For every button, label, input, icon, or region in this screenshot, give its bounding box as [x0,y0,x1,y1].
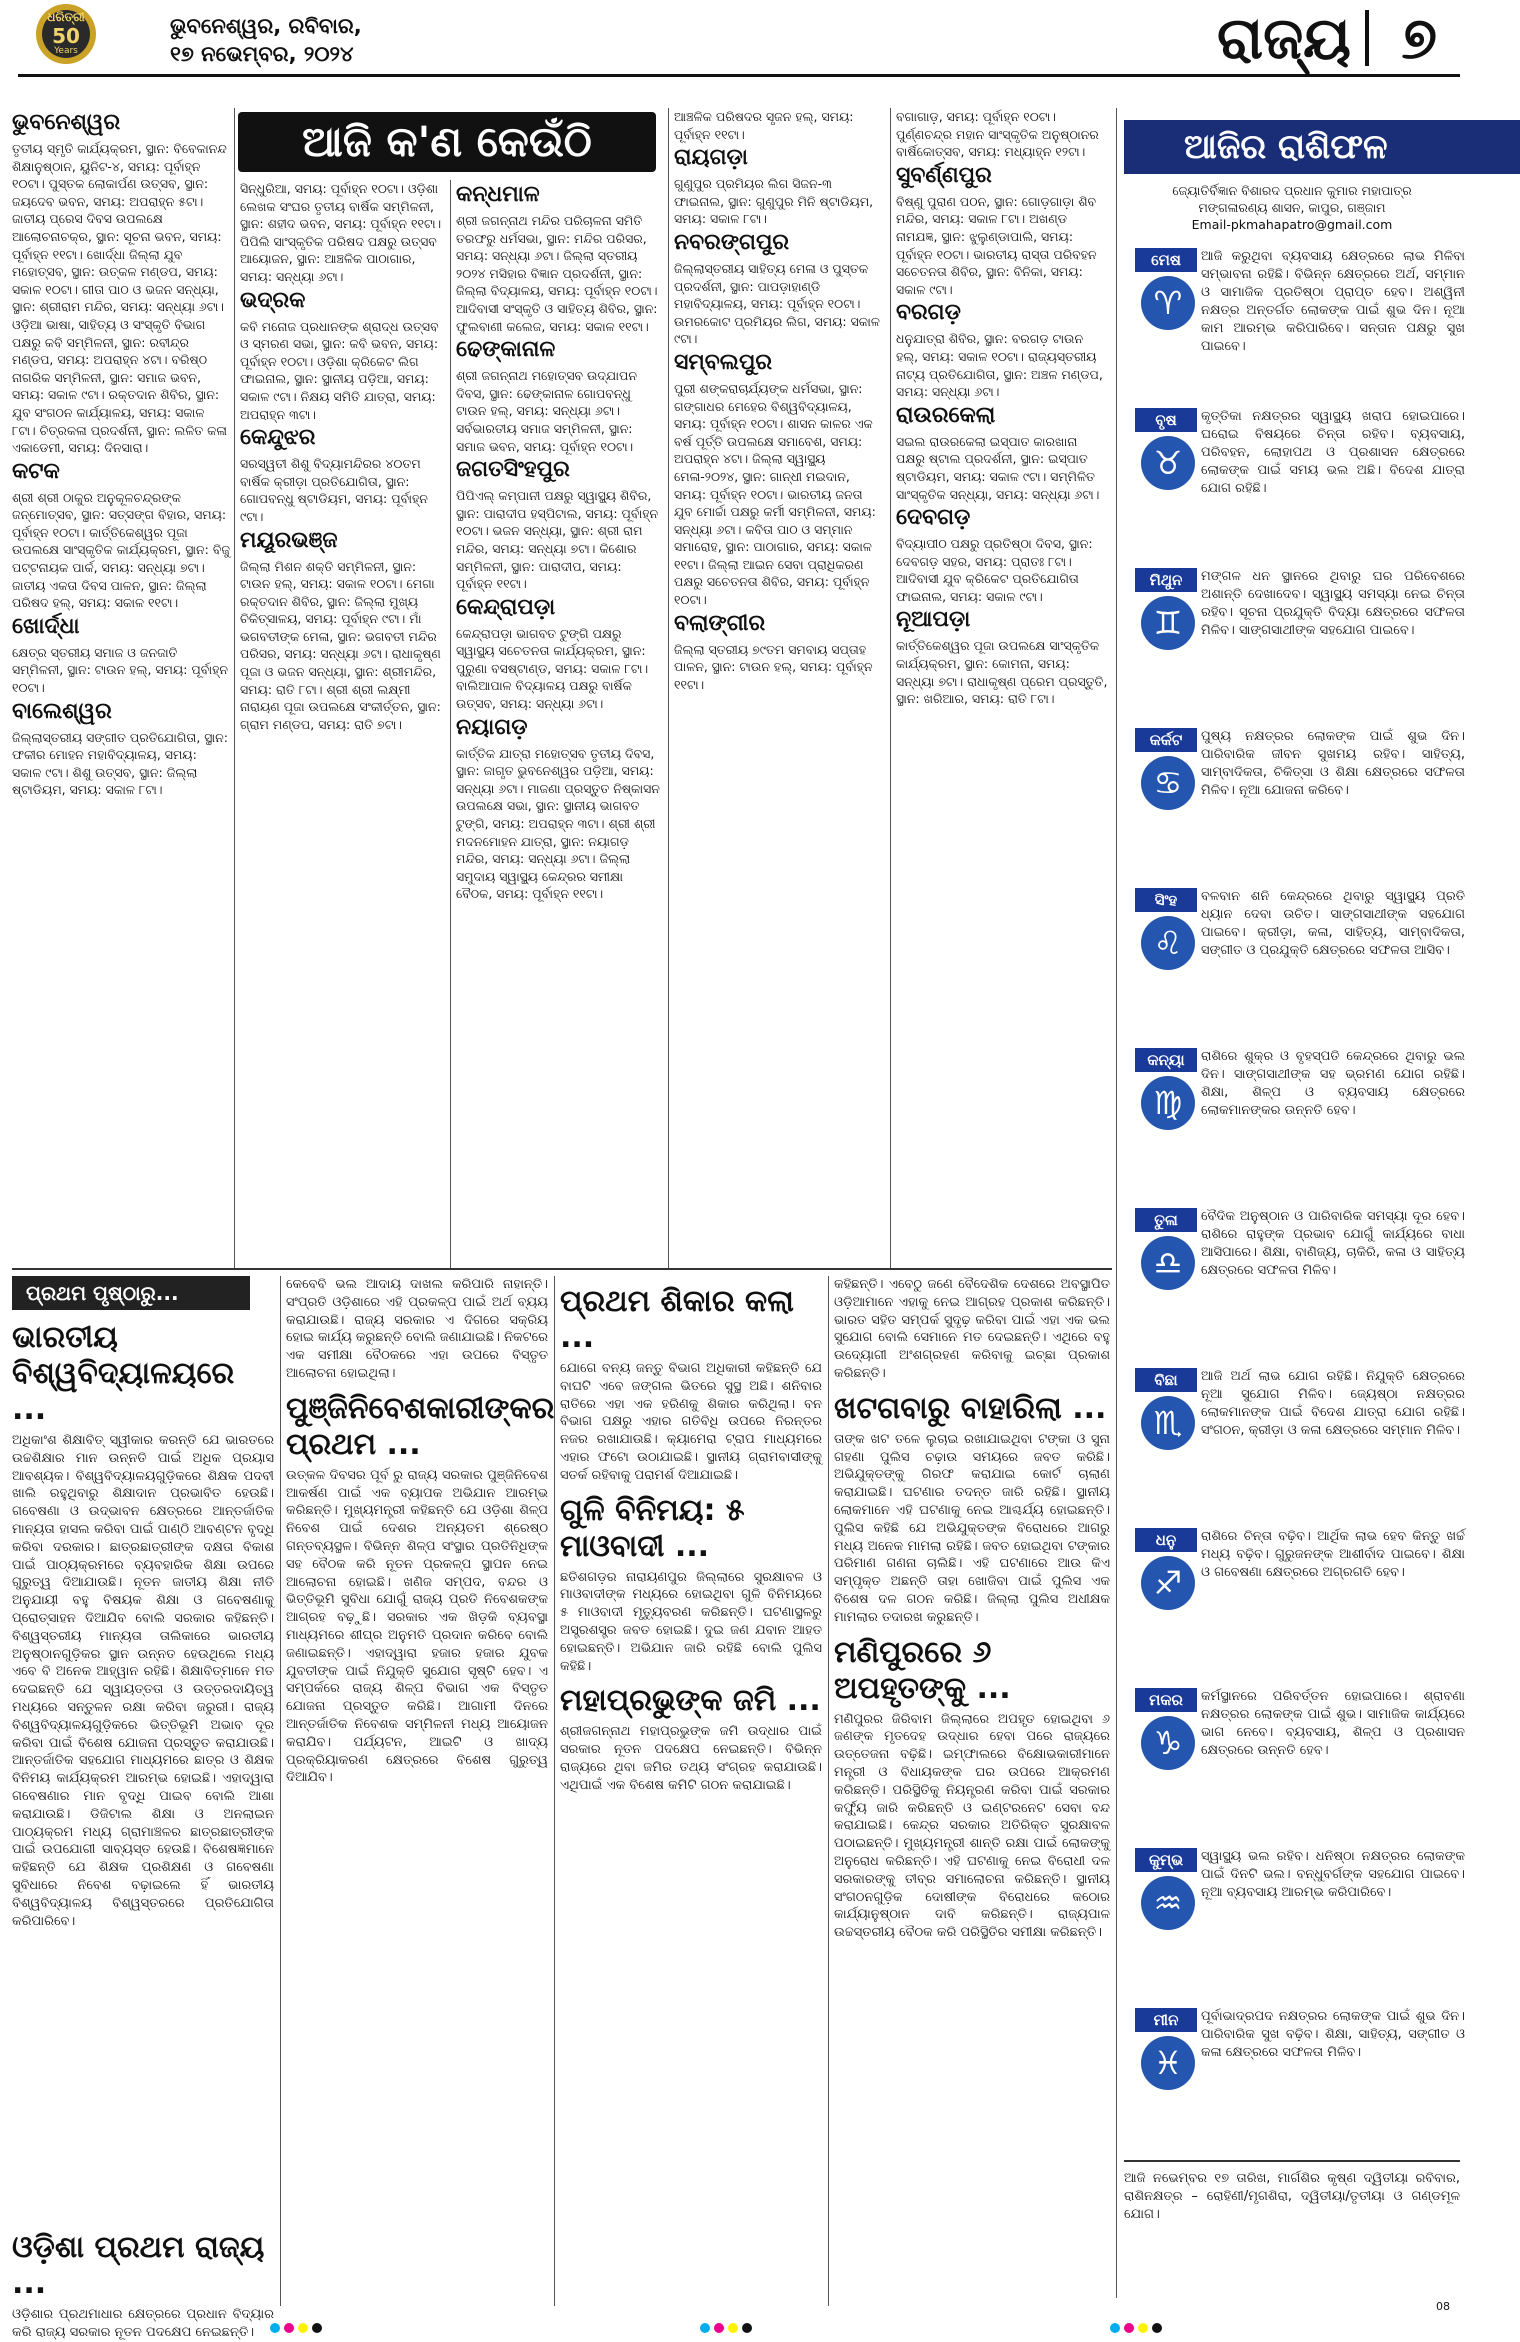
district-events: କବି ମନୋଜ ପ୍ରଧାନଙ୍କ ଶ୍ରାଦ୍ଧ ଉତ୍ସବ ଓ ସ୍ମରଣ ସଭା, ସ୍ଥାନ: କବି ଭବନ, ସମୟ: ପୂର୍ବାହ୍ନ ୧୦ଟା। ଓଡ଼ିଶା କ୍ରିକେଟ ଲିଗ ଫାଇନାଲ, ସ୍ଥାନ: ସ୍ଥାନୀୟ ପଡ଼ିଆ, ସମୟ: ସକାଳ ୯ଟା। ନିକ୍ଷୟ ସମିତି ଯାତ୍ରା, ସମୟ: ଅପରାହ୍ନ ୩ଟା। [240,318,439,422]
district-events: ପୁରୀ ଶଙ୍କରାଚାର୍ଯ୍ୟଙ୍କ ଧର୍ମସଭା, ସ୍ଥାନ: ଗଙ୍ଗାଧର ମେହେର ବିଶ୍ୱବିଦ୍ୟାଳୟ, ସମୟ: ପୂର୍ବାହ୍ନ ୧୦ଟା। ଶାସନ କାଳର ଏକ ବର୍ଷ ପୂର୍ତ୍ତି ଉପଲକ୍ଷେ ସମାବେଶ, ସମୟ: ଅପରାହ୍ନ ୪ଟା। ଜିଲ୍ଲା ସ୍ୱାସ୍ଥ୍ୟ ମେଳା-୨୦୨୪, ସ୍ଥାନ: ଗାନ୍ଧୀ ମଇଦାନ, ସମୟ: ପୂର୍ବାହ୍ନ ୧୦ଟା। ଭାରତୀୟ ଜନତା ଯୁବ ମୋର୍ଚ୍ଚା ପକ୍ଷରୁ କର୍ମୀ ସମ୍ମିଳନୀ, ସମୟ: ସନ୍ଧ୍ୟା ୬ଟା। କବିତା ପାଠ ଓ ସମ୍ମାନ ସମାରୋହ, ସ୍ଥାନ: ପାଠାଗାର, ସମୟ: ସକାଳ ୧୧ଟା। ଜିଲ୍ଲା ଆଇନ ସେବା ପ୍ରାଧିକରଣ ପକ୍ଷରୁ ସଚେତନତା ଶିବିର, ସମୟ: ପୂର୍ବାହ୍ନ ୧୦ଟା। [674,380,876,608]
district-heading: ରାୟଗଡ଼ା [674,145,748,171]
district-events: ଧନୁଯାତ୍ରା ଶିବିର, ସ୍ଥାନ: ବରଗଡ଼ ଟାଉନ ହଲ୍, ସମୟ: ସକାଳ ୧୦ଟା। ରାଜ୍ୟସ୍ତରୀୟ ନାଟ୍ୟ ପ୍ରତିଯୋଗିତା, ସ୍ଥାନ: ଅଞ୍ଚଳ ମଣ୍ଡପ, ସମୟ: ସନ୍ଧ୍ୟା ୬ଟା। [896,331,1103,400]
sign-prediction: ବଳବାନ ଶନି କେନ୍ଦ୍ରରେ ଥିବାରୁ ସ୍ୱାସ୍ଥ୍ୟ ପ୍ରତି ଧ୍ୟାନ ଦେବା ଉଚିତ। ସାଙ୍ଗସାଥୀଙ୍କ ସହଯୋଗ ପାଇବେ। କ୍ରୀଡ଼ା, କଳା, ସାହିତ୍ୟ, ସାମ୍ବାଦିକତା, ସଙ୍ଗୀତ ଓ ପ୍ରଯୁକ୍ତି କ୍ଷେତ୍ରରେ ସଫଳତା ଆସିବ। [1201,889,1465,958]
district-heading: ରାଉରକେଲା [896,402,996,428]
district-heading: ନୂଆପଡ଼ା [896,607,971,633]
listing-block [896,505,1108,605]
section-rule [12,1268,1112,1270]
gemini-icon: ♊ [1141,596,1195,650]
district-events: ଶ୍ରୀ ଶ୍ରୀ ଠାକୁର ଅନୁକୂଳଚନ୍ଦ୍ରଙ୍କ ଜନ୍ମୋତ୍ସବ, ସ୍ଥାନ: ସତ୍ସଙ୍ଗ ବିହାର, ସମୟ: ପୂର୍ବାହ୍ନ ୧୦ଟା। କାର୍ତ୍ତିକେଶ୍ୱର ପୂଜା ଉପଲକ୍ଷେ ସାଂସ୍କୃତିକ କାର୍ଯ୍ୟକ୍ରମ, ସ୍ଥାନ: ବିଜୁ ପଟ୍ଟନାୟକ ପାର୍କ, ସମୟ: ସନ୍ଧ୍ୟା ୭ଟା। ଜାତୀୟ ଏକତା ଦିବସ ପାଳନ, ସ୍ଥାନ: ଜିଲ୍ଲା ପରିଷଦ ହଲ୍, ସମୟ: ସକାଳ ୧୧ଟା। [12,489,230,611]
sign-name: କର୍କଟ [1135,728,1197,752]
district-events: କାର୍ତ୍ତିକ ଯାତ୍ରା ମହୋତ୍ସବ ତୃତୀୟ ଦିବସ, ସ୍ଥାନ: ଜାଗୃତ ଭୁବନେଶ୍ୱର ପଡ଼ିଆ, ସମୟ: ସନ୍ଧ୍ୟା ୬ଟା। ମାଜଣା ପ୍ରସ୍ତୁତ ନିଷ୍କାସନ ଉପଲକ୍ଷେ ସଭା, ସ୍ଥାନ: ସ୍ଥାନୀୟ ଭାଗବତ ଟୁଙ୍ଗି, ସମୟ: ଅପରାହ୍ନ ୩ଟା। ଶ୍ରୀ ଶ୍ରୀ ମଦନମୋହନ ଯାତ୍ରା, ସ୍ଥାନ: ନୟାଗଡ଼ ମନ୍ଦିର, ସମୟ: ସନ୍ଧ୍ୟା ୬ଟା। ଜିଲ୍ଲା ସମୁଦାୟ ସ୍ୱାସ୍ଥ୍ୟ କେନ୍ଦ୍ରର ସମୀକ୍ଷା ବୈଠକ, ସମୟ: ପୂର୍ବାହ୍ନ ୧୧ଟା। [456,745,660,902]
column-divider [554,1276,555,2306]
horoscope-sign [1135,1848,1465,1988]
sagittarius-icon: ♐ [1141,1556,1195,1610]
story-odisha-first [12,2222,274,2340]
story-headline: ଖଟଗବାରୁ ବାହାରିଲା ... [834,1390,1107,1426]
sign-name: ତୁଳା [1135,1208,1197,1232]
story-body: କେବେବି ଭଲ ଆଦାୟ ଦାଖଲ କରିପାରି ନାହାନ୍ତି। ସଂପ୍ରତି ଓଡ଼ିଶାରେ ଏହି ପ୍ରକଳ୍ପ ପାଇଁ ଅର୍ଥ ବ୍ୟୟ କରାଯାଉଛି। ରାଜ୍ୟ ସରକାର ଏ ଦିଗରେ ସକ୍ରିୟ ହୋଇ କାର୍ଯ୍ୟ କରୁଛନ୍ତି ବୋଲି ଜଣାଯାଇଛି। ନିକଟରେ ଏକ ସମୀକ୍ଷା ବୈଠକରେ ଏହା ଉପରେ ବିସ୍ତୃତ ଆଲୋଚନା ହୋଇଥିଲା। [286,1277,549,1381]
horoscope-sign [1135,408,1465,548]
sign-name: ମେଷ [1135,248,1197,272]
aries-icon: ♈ [1141,276,1195,330]
listing-block [674,108,884,143]
district-events: ବିଦ୍ୟାପୀଠ ପକ୍ଷରୁ ପ୍ରତିଷ୍ଠା ଦିବସ, ସ୍ଥାନ: ଦେବଗଡ଼ ସହର, ସମୟ: ପ୍ରାତଃ ୮ଟା। ଆଦିବାସୀ ଯୁବ କ୍ରିକେଟ ପ୍ରତିଯୋଗିତା ଫାଇନାଲ, ସମୟ: ସକାଳ ୯ଟା। [896,536,1093,604]
district-events: ତୃତୀୟ ସ୍ମୃତି କାର୍ଯ୍ୟକ୍ରମ, ସ୍ଥାନ: ବିବେକାନନ୍ଦ ଶିକ୍ଷାନୁଷ୍ଠାନ, ୟୁନିଟ-୪, ସମୟ: ପୂର୍ବାହ୍ନ ୧୦ଟା। ପୁସ୍ତକ ଲୋକାର୍ପଣ ଉତ୍ସବ, ସ୍ଥାନ: ଜୟଦେବ ଭବନ, ସମୟ: ଅପରାହ୍ନ ୫ଟା। ଜାତୀୟ ପ୍ରେସ ଦିବସ ଉପଲକ୍ଷେ ଆଲୋଚନାଚକ୍ର, ସ୍ଥାନ: ସୂଚନା ଭବନ, ସମୟ: ପୂର୍ବାହ୍ନ ୧୧ଟା। ଖୋର୍ଦ୍ଧା ଜିଲ୍ଲା ଯୁବ ମହୋତ୍ସବ, ସ୍ଥାନ: ଉତ୍କଳ ମଣ୍ଡପ, ସମୟ: ସକାଳ ୧୦ଟା। ଗୀତା ପାଠ ଓ ଭଜନ ସନ୍ଧ୍ୟା, ସ୍ଥାନ: ଶ୍ରୀରାମ ମନ୍ଦିର, ସମୟ: ସନ୍ଧ୍ୟା ୬ଟା। ଓଡ଼ିଆ ଭାଷା, ସାହିତ୍ୟ ଓ ସଂସ୍କୃତି ବିଭାଗ ପକ୍ଷରୁ କବି ସମ୍ମିଳନୀ, ସ୍ଥାନ: ରବୀନ୍ଦ୍ର ମଣ୍ଡପ, ସମୟ: ଅପରାହ୍ନ ୪ଟା। ବରିଷ୍ଠ ନାଗରିକ ସମ୍ମିଳନୀ, ସ୍ଥାନ: ସମାଜ ଭବନ, ସମୟ: ସକାଳ ୯ଟା। ରକ୍ତଦାନ ଶିବିର, ସ୍ଥାନ: ଯୁବ ସଂଗଠନ କାର୍ଯ୍ୟାଳୟ, ସମୟ: ସକାଳ ୮ଟା। ଚିତ୍ରକଳା ପ୍ରଦର୍ଶନୀ, ସ୍ଥାନ: ଲଳିତ କଳା ଏକାଡେମୀ, ସମୟ: ଦିନସାରା। [12,141,227,456]
story-body: ଓଡ଼ିଶାର ପ୍ରଥମାଧାର କ୍ଷେତ୍ରରେ ପ୍ରଧାନ ବିଦ୍ୟାର କରି ରାଜ୍ୟ ସରକାର ନୂତନ ପଦକ୍ଷେପ ନେଇଛନ୍ତି। [12,2307,274,2340]
story-body: ତାଙ୍କ ଖଟ ତଳେ ଲୁଚାଇ ରଖାଯାଇଥିବା ଟଙ୍କା ଓ ସୁନା ଗହଣା ପୁଲିସ ଚଢ଼ାଉ ସମୟରେ ଜବତ କରିଛି। ଅଭିଯୁକ୍ତଙ୍କୁ ଗିରଫ କରାଯାଇ କୋର୍ଟ ଚାଲାଣ କରାଯାଇଛି। ଘଟଣାର ତଦନ୍ତ ଜାରି ରହିଛି। ସ୍ଥାନୀୟ ଲୋକମାନେ ଏହି ଘଟଣାକୁ ନେଇ ଆଶ୍ଚର୍ଯ୍ୟ ହୋଇଛନ୍ତି। ପୁଲିସ କହିଛି ଯେ ଅଭିଯୁକ୍ତଙ୍କ ବିରୋଧରେ ଆଗରୁ ମଧ୍ୟ ଅନେକ ମାମଲା ରହିଛି। ଜବତ ହୋଇଥିବା ଟଙ୍କାର ପରିମାଣ ଗଣନା ଚାଲିଛି। ଏହି ଘଟଣାରେ ଆଉ କିଏ ସମ୍ପୃକ୍ତ ଅଛନ୍ତି ତାହା ଖୋଜିବା ପାଇଁ ପୁଲିସ ଏକ ବିଶେଷ ଦଳ ଗଠନ କରିଛି। ଜିଲ୍ଲା ପୁଲିସ ଅଧୀକ୍ଷକ ମାମଲାର ତଦାରଖ କରୁଛନ୍ତି। [834,1431,1110,1625]
column-divider [1116,108,1117,2298]
listing-block [896,607,1108,707]
district-events: ପିପିଏଲ୍ କମ୍ପାନୀ ପକ୍ଷରୁ ସ୍ୱାସ୍ଥ୍ୟ ଶିବିର, ସ୍ଥାନ: ପାରାଦୀପ ହସ୍ପିଟାଲ, ସମୟ: ପୂର୍ବାହ୍ନ ୧୦ଟା। ଭଜନ ସନ୍ଧ୍ୟା, ସ୍ଥାନ: ଶ୍ରୀ ରାମ ମନ୍ଦିର, ସମୟ: ସନ୍ଧ୍ୟା ୭ଟା। କିଶୋର ସମ୍ମିଳନୀ, ସ୍ଥାନ: ପାରାଦୀପ, ସମୟ: ପୂର୍ବାହ୍ନ ୧୧ଟା। [456,488,659,592]
sign-prediction: କୃତ୍ତିକା ନକ୍ଷତ୍ରର ସ୍ୱାସ୍ଥ୍ୟ ଖରାପ ହୋଇପାରେ। ଘରୋଇ ବିଷୟରେ ଚିନ୍ତା ରହିବ। ବ୍ୟବସାୟ, ପରିବହନ, ଲୋହାପଥ ଓ ପ୍ରଶାସନ କ୍ଷେତ୍ରରେ ଲୋକଙ୍କ ପାଇଁ ସମୟ ଭଲ ଅଛି। ବିଦେଶ ଯାତ୍ରା ଯୋଗ ରହିଛି। [1201,409,1465,496]
logo-name: ଧରିତ୍ରୀ [47,10,85,24]
sign-name: ମିଥୁନ [1135,568,1197,592]
column-divider [668,108,669,1268]
taurus-icon: ♉ [1141,436,1195,490]
story-hunt-maoists [560,1276,822,2306]
horoscope-sign [1135,568,1465,708]
district-events: ଗୁଣୁପୁର ପ୍ରମିୟର ଲିଗ ସିଜନ-୩ ଫାଇନାଲ, ସ୍ଥାନ: ଗୁଣୁପୁର ମିନି ଷ୍ଟାଡିୟମ, ସମୟ: ସକାଳ ୮ଟା। [674,176,874,227]
listing-block [240,425,446,525]
district-heading: ସୁବର୍ଣ୍ଣପୁର [896,162,992,188]
leo-icon: ♌ [1141,916,1195,970]
astrologer-name: ଜ୍ୟୋତିର୍ବିଜ୍ଞାନ ବିଶାରଦ ପ୍ରଧାନ କୁମାର ମହାପାତ୍ର [1172,183,1412,198]
pisces-icon: ♓ [1141,2036,1195,2090]
district-events: ବଗାଗାଡ଼, ସମୟ: ପୂର୍ବାହ୍ନ ୧୦ଟା। ପୁର୍ଣ୍ଣଚନ୍ଦ୍ର ମହାନ ସାଂସ୍କୃତିକ ଅନୁଷ୍ଠାନର ବାର୍ଷିକୋତ୍ସବ, ସମୟ: ମଧ୍ୟାହ୍ନ ୧୨ଟା। [896,109,1099,160]
horoscope-sign [1135,1528,1465,1668]
listing-block [896,108,1108,161]
district-heading: ବଲାଙ୍ଗୀର [674,610,766,636]
virgo-icon: ♍ [1141,1076,1195,1130]
masthead-divider [1365,10,1369,66]
district-heading: ଦେବଗଡ଼ [896,505,971,531]
district-events: ଜିଲ୍ଲାସ୍ତରୀୟ ସାହିତ୍ୟ ମେଳା ଓ ପୁସ୍ତକ ପ୍ରଦର୍ଶନୀ, ସ୍ଥାନ: ପାପଡ଼ାହାଣ୍ଡି ମହାବିଦ୍ୟାଳୟ, ସମୟ: ପୂର୍ବାହ୍ନ ୧୦ଟା। ଉମରକୋଟ ପ୍ରମିୟର ଲିଗ, ସମୟ: ସକାଳ ୯ଟା। [674,260,880,347]
panchanga: ଆଜି ନଭେମ୍ବର ୧୭ ତାରିଖ, ମାର୍ଗଶିର କୃଷ୍ଣ ଦ୍ୱିତୀୟା ରବିବାର, ରାଶିନକ୍ଷତ୍ର – ରୋହିଣୀ/ମୃଗଶିରା, ଦ୍ୱିତୀୟା/ତୃତୀୟା ଓ ଗଣ୍ଡମୂଳ ଯୋଗ। [1124,2171,1460,2222]
district-heading: କେନ୍ଦ୍ରାପଡ଼ା [456,594,556,620]
district-heading: ଭଦ୍ରକ [240,287,306,313]
horoscope-byline [1124,182,1460,233]
story-body: ଉତ୍କଳ ଦିବସର ପୂର୍ବ ରୁ ରାଜ୍ୟ ସରକାର ପୁଞ୍ଜିନିବେଶ ଆକର୍ଷଣ ପାଇଁ ଏକ ବ୍ୟାପକ ଅଭିଯାନ ଆରମ୍ଭ କରିଛନ୍ତି। ମୁଖ୍ୟମନ୍ତ୍ରୀ କହିଛନ୍ତି ଯେ ଓଡ଼ିଶା ଶିଳ୍ପ ନିବେଶ ପାଇଁ ଦେଶର ଅନ୍ୟତମ ଶ୍ରେଷ୍ଠ ଗନ୍ତବ୍ୟସ୍ଥଳ। ବିଭିନ୍ନ ଶିଳ୍ପ ସଂସ୍ଥାର ପ୍ରତିନିଧିଙ୍କ ସହ ବୈଠକ କରି ନୂତନ ପ୍ରକଳ୍ପ ସ୍ଥାପନ ନେଇ ଆଲୋଚନା ହୋଇଛି। ଖଣିଜ ସମ୍ପଦ, ବନ୍ଦର ଓ ଭିତ୍ତିଭୂମି ସୁବିଧା ଯୋଗୁଁ ରାଜ୍ୟ ପ୍ରତି ନିବେଶକଙ୍କ ଆଗ୍ରହ ବଢ଼ୁଛି। ସରକାର ଏକ ଖିଡ଼କି ବ୍ୟବସ୍ଥା ମାଧ୍ୟମରେ ଶୀଘ୍ର ଅନୁମତି ପ୍ରଦାନ କରିବେ ବୋଲି ଜଣାଇଛନ୍ତି। ଏହାଦ୍ୱାରା ହଜାର ହଜାର ଯୁବକ ଯୁବତୀଙ୍କ ପାଇଁ ନିଯୁକ୍ତି ସୁଯୋଗ ସୃଷ୍ଟି ହେବ। ଏ ସମ୍ପର୍କରେ ରାଜ୍ୟ ଶିଳ୍ପ ବିଭାଗ ଏକ ବିସ୍ତୃତ ଯୋଜନା ପ୍ରସ୍ତୁତ କରିଛି। ଆଗାମୀ ଦିନରେ ଆନ୍ତର୍ଜାତିକ ନିବେଶକ ସମ୍ମିଳନୀ ମଧ୍ୟ ଆୟୋଜନ କରାଯିବ। ପର୍ଯ୍ୟଟନ, ଆଇଟି ଓ ଖାଦ୍ୟ ପ୍ରକ୍ରିୟାକରଣ କ୍ଷେତ୍ରରେ ବିଶେଷ ଗୁରୁତ୍ୱ ଦିଆଯିବ। [286,1467,548,1786]
district-heading: ଢେଙ୍କାନାଳ [456,337,556,363]
section-title: ରାଜ୍ୟ [1216,4,1351,72]
listing-block [240,528,446,734]
print-registration-marks [270,2318,326,2330]
district-events: ଶ୍ରୀ ଜଗନ୍ନାଥ ମନ୍ଦିର ପରିଚାଳନା ସମିତି ତରଫରୁ ଧର୍ମସଭା, ସ୍ଥାନ: ମନ୍ଦିର ପରିସର, ସମୟ: ସନ୍ଧ୍ୟା ୬ଟା। ଜିଲ୍ଲା ସ୍ତରୀୟ ୨୦୨୪ ମସିହାର ବିଜ୍ଞାନ ପ୍ରଦର୍ଶନୀ, ସ୍ଥାନ: ଜିଲ୍ଲା ବିଦ୍ୟାଳୟ, ସମୟ: ପୂର୍ବାହ୍ନ ୧୦ଟା। ଆଦିବାସୀ ସଂସ୍କୃତି ଓ ସାହିତ୍ୟ ଶିବିର, ସ୍ଥାନ: ଫୁଲବାଣୀ କଲେଜ, ସମୟ: ସକାଳ ୧୧ଟା। [456,213,658,334]
story-headline: ଓଡ଼ିଶା ପ୍ରଥମ ରାଜ୍ୟ ... [12,2230,265,2301]
sign-name: ବିଛା [1135,1368,1197,1392]
sign-name: ମକର [1135,1688,1197,1712]
page-number: ୭ [1401,4,1437,72]
sign-name: ବୃଷ [1135,408,1197,432]
story-body: ଛତିଶଗଡ଼ର ନାରାୟଣପୁର ଜିଲ୍ଲାରେ ସୁରକ୍ଷାବଳ ଓ ମାଓବାଦୀଙ୍କ ମଧ୍ୟରେ ହୋଇଥିବା ଗୁଳି ବିନିମୟରେ ୫ ମାଓବାଦୀ ମୃତ୍ୟୁବରଣ କରିଛନ୍ତି। ଘଟଣାସ୍ଥଳରୁ ଅସ୍ତ୍ରଶସ୍ତ୍ର ଜବତ ହୋଇଛି। ଦୁଇ ଜଣ ଯବାନ ଆହତ ହୋଇଛନ୍ତି। ଅଭିଯାନ ଜାରି ରହିଛି ବୋଲି ପୁଲିସ କହିଛି। [560,1569,822,1674]
district-events: କ୍ଷେତ୍ର ସ୍ତରୀୟ ସମାଜ ଓ ଜନଜାତି ସମ୍ମିଳନୀ, ସ୍ଥାନ: ଟାଉନ ହଲ୍, ସମୟ: ପୂର୍ବାହ୍ନ ୧୦ଟା। [12,644,229,696]
sign-prediction: ବୈଦିକ ଅନୁଷ୍ଠାନ ଓ ପାରିବାରିକ ସମସ୍ୟା ଦୂର ହେବ। ରାଶିରେ ରାହୁଙ୍କ ପ୍ରଭାବ ଯୋଗୁଁ କାର୍ଯ୍ୟରେ ବାଧା ଆସିପାରେ। ଶିକ୍ଷା, ବାଣିଜ୍ୟ, ଚାକିରି, କଳା ଓ ସାହିତ୍ୟ କ୍ଷେତ୍ରରେ ସଫଳତା ମିଳିବ। [1201,1209,1465,1278]
column-divider [280,1276,281,2306]
horoscope-sign [1135,1368,1465,1508]
sign-name: ଧନୁ [1135,1528,1197,1552]
story-body: ଅଧିକାଂଶ ଶିକ୍ଷାବିତ୍ ସ୍ୱୀକାର କରନ୍ତି ଯେ ଭାରତରେ ଉଚ୍ଚଶିକ୍ଷାର ମାନ ଉନ୍ନତି ପାଇଁ ଅଧିକ ପ୍ରୟାସ ଆବଶ୍ୟକ। ବିଶ୍ୱବିଦ୍ୟାଳୟଗୁଡ଼ିକରେ ଶିକ୍ଷକ ପଦବୀ ଖାଲି ରହୁଥିବାରୁ ଶିକ୍ଷାଦାନ ପ୍ରଭାବିତ ହେଉଛି। ଗବେଷଣା ଓ ଉଦ୍ଭାବନ କ୍ଷେତ୍ରରେ ଆନ୍ତର୍ଜାତିକ ମାନ୍ୟତା ହାସଲ କରିବା ପାଇଁ ପାଣ୍ଠି ଆବଣ୍ଟନ ବୃଦ୍ଧି କରିବା ଦରକାର। ଛାତ୍ରଛାତ୍ରୀଙ୍କ ଦକ୍ଷତା ବିକାଶ ପାଇଁ ପାଠ୍ୟକ୍ରମରେ ବ୍ୟବହାରିକ ଶିକ୍ଷା ଉପରେ ଗୁରୁତ୍ୱ ଦିଆଯାଉଛି। ନୂତନ ଜାତୀୟ ଶିକ୍ଷା ନୀତି ଅନୁଯାୟୀ ବହୁ ବିଷୟକ ଶିକ୍ଷା ଓ ଗବେଷଣାକୁ ପ୍ରୋତ୍ସାହନ ଦିଆଯିବ ବୋଲି ସରକାର କହିଛନ୍ତି। ବିଶ୍ୱସ୍ତରୀୟ ମାନ୍ୟତା ତାଲିକାରେ ଭାରତୀୟ ଅନୁଷ୍ଠାନଗୁଡ଼ିକର ସ୍ଥାନ ଉନ୍ନତ ହେଉଥିଲେ ମଧ୍ୟ ଏବେ ବି ଅନେକ ଆହ୍ୱାନ ରହିଛି। ଶିକ୍ଷାବିତ୍ମାନେ ମତ ଦେଇଛନ୍ତି ଯେ ସ୍ୱାୟତ୍ତତା ଓ ଉତ୍ତରଦାୟିତ୍ୱ ମଧ୍ୟରେ ସନ୍ତୁଳନ ରକ୍ଷା କରିବା ଜରୁରୀ। ରାଜ୍ୟ ବିଶ୍ୱବିଦ୍ୟାଳୟଗୁଡ଼ିକରେ ଭିତ୍ତିଭୂମି ଅଭାବ ଦୂର କରିବା ପାଇଁ ବିଶେଷ ଯୋଜନା ପ୍ରସ୍ତୁତ କରାଯାଉଛି। ଆନ୍ତର୍ଜାତିକ ସହଯୋଗ ମାଧ୍ୟମରେ ଛାତ୍ର ଓ ଶିକ୍ଷକ ବିନିମୟ କାର୍ଯ୍ୟକ୍ରମ ଆରମ୍ଭ ହୋଇଛି। ଏହାଦ୍ୱାରା ଗବେଷଣାର ମାନ ବୃଦ୍ଧି ପାଇବ ବୋଲି ଆଶା କରାଯାଉଛି। ଡିଜିଟାଲ ଶିକ୍ଷା ଓ ଅନଲାଇନ ପାଠ୍ୟକ୍ରମ ମଧ୍ୟ ଗ୍ରାମାଞ୍ଚଳର ଛାତ୍ରଛାତ୍ରୀଙ୍କ ପାଇଁ ଉପଯୋଗୀ ସାବ୍ୟସ୍ତ ହେଉଛି। ବିଶେଷଜ୍ଞମାନେ କହିଛନ୍ତି ଯେ ଶିକ୍ଷକ ପ୍ରଶିକ୍ଷଣ ଓ ଗବେଷଣା ସୁବିଧାରେ ନିବେଶ ବଢ଼ାଇଲେ ହିଁ ଭାରତୀୟ ବିଶ୍ୱବିଦ୍ୟାଳୟ ବିଶ୍ୱସ୍ତରରେ ପ୍ରତିଯୋଗିତା କରିପାରିବେ। [12,1433,274,1929]
district-events: ଜିଲ୍ଲା ମିଶନ ଶକ୍ତି ସମ୍ମିଳନୀ, ସ୍ଥାନ: ଟାଉନ ହଲ୍, ସମୟ: ସକାଳ ୧୦ଟା। ମେଗା ରକ୍ତଦାନ ଶିବିର, ସ୍ଥାନ: ଜିଲ୍ଲା ମୁଖ୍ୟ ଚିକିତ୍ସାଳୟ, ସମୟ: ପୂର୍ବାହ୍ନ ୯ଟା। ମାଁ ଭଗବତୀଙ୍କ ମେଳା, ସ୍ଥାନ: ଭଗବତୀ ମନ୍ଦିର ପରିସର, ସମୟ: ସନ୍ଧ୍ୟା ୬ଟା। ରାଧାକୃଷ୍ଣ ପୂଜା ଓ ଭଜନ ସନ୍ଧ୍ୟା, ସ୍ଥାନ: ଶ୍ରୀମନ୍ଦିର, ସମୟ: ରାତି ୮ଟା। ଶ୍ରୀ ଶ୍ରୀ ଲକ୍ଷ୍ମୀ ନାରାୟଣ ପୂଜା ଉପଲକ୍ଷେ ସଂକୀର୍ତ୍ତନ, ସ୍ଥାନ: ଗ୍ରାମ ମଣ୍ଡପ, ସମୟ: ରାତି ୭ଟା। [240,558,441,732]
listing-block [456,715,662,903]
sign-prediction: ରାଶିରେ ଶୁକ୍ର ଓ ବୃହସ୍ପତି କେନ୍ଦ୍ରରେ ଥିବାରୁ ଭଲ ଦିନ। ସାଙ୍ଗସାଥୀଙ୍କ ସହ ଭ୍ରମଣ ଯୋଗ ରହିଛି। ଶିକ୍ଷା, ଶିଳ୍ପ ଓ ବ୍ୟବସାୟ କ୍ଷେତ୍ରରେ ଲୋକମାନଙ୍କର ଉନ୍ନତି ହେବ। [1201,1049,1465,1118]
listing-block [456,457,662,593]
story-body: କହିଛନ୍ତି। ଏବେଠୁ ଜଣେ ବୈଦେଶିକ ଦେଶରେ ଅବସ୍ଥାପିତ ଓଡ଼ିଆମାନେ ଏହାକୁ ନେଇ ଆଗ୍ରହ ପ୍ରକାଶ କରିଛନ୍ତି। ଭାରତ ସହିତ ସମ୍ପର୍କ ସୁଦୃଢ଼ କରିବା ପାଇଁ ଏହା ଏକ ଭଲ ସୁଯୋଗ ବୋଲି ସେମାନେ ମତ ଦେଇଛନ୍ତି। ଏଥିରେ ବହୁ ଉଦ୍ୟୋଗୀ ଅଂଶଗ୍ରହଣ କରିବାକୁ ଇଚ୍ଛା ପ୍ରକାଶ କରିଛନ୍ତି। [834,1277,1110,1381]
district-heading: କଟକ [12,458,60,484]
masthead-rule [18,74,1460,77]
story-body: ଶ୍ରୀଜଗନ୍ନାଥ ମହାପ୍ରଭୁଙ୍କ ଜମି ଉଦ୍ଧାର ପାଇଁ ସରକାର ନୂତନ ପଦକ୍ଷେପ ନେଇଛନ୍ତି। ବିଭିନ୍ନ ରାଜ୍ୟରେ ଥିବା ଜମିର ତଥ୍ୟ ସଂଗ୍ରହ କରାଯାଉଛି। ଏଥିପାଇଁ ଏକ ବିଶେଷ କମିଟି ଗଠନ କରାଯାଇଛି। [560,1724,822,1793]
district-events: ସିନ୍ଧୁରିଆ, ସମୟ: ପୂର୍ବାହ୍ନ ୧୦ଟା। ଓଡ଼ିଶା ଲେଖକ ସଂଘର ତୃତୀୟ ବାର୍ଷିକ ସମ୍ମିଳନୀ, ସ୍ଥାନ: ଶହୀଦ ଭବନ, ସମୟ: ପୂର୍ବାହ୍ନ ୧୧ଟା। ପିପିଲି ସାଂସ୍କୃତିକ ପରିଷଦ ପକ୍ଷରୁ ଉତ୍ସବ ଆୟୋଜନ, ସ୍ଥାନ: ଆଞ୍ଚଳିକ ପାଠାଗାର, ସମୟ: ସନ୍ଧ୍ୟା ୬ଟା। [240,181,442,284]
district-heading: ବାଲେଶ୍ୱର [12,698,112,724]
sign-prediction: ପୂର୍ବାଭାଦ୍ରପଦ ନକ୍ଷତ୍ରର ଲୋକଙ୍କ ପାଇଁ ଶୁଭ ଦିନ। ପାରିବାରିକ ସୁଖ ବଢ଼ିବ। ଶିକ୍ଷା, ସାହିତ୍ୟ, ସଙ୍ଗୀତ ଓ କଳା କ୍ଷେତ୍ରରେ ସଫଳତା ମିଳିବ। [1201,2009,1465,2060]
sign-prediction: ସ୍ୱାସ୍ଥ୍ୟ ଭଲ ରହିବ। ଧନିଷ୍ଠା ନକ୍ଷତ୍ରର ଲୋକଙ୍କ ପାଇଁ ଦିନଟି ଭଲ। ବନ୍ଧୁବର୍ଗଙ୍କ ସହଯୋଗ ପାଇବେ। ନୂଆ ବ୍ୟବସାୟ ଆରମ୍ଭ କରିପାରିବେ। [1201,1849,1465,1900]
horoscope-rule [1124,2160,1460,2162]
masthead-city-day: ଭୁବନେଶ୍ୱର, ରବିବାର, [170,14,362,38]
district-heading: ଜଗତସିଂହପୁର [456,457,570,483]
horoscope-sign [1135,248,1465,388]
story-body: ଯୋଗେ ବନ୍ୟ ଜନ୍ତୁ ବିଭାଗ ଅଧିକାରୀ କହିଛନ୍ତି ଯେ ବାଘଟି ଏବେ ଜଙ୍ଗଲ ଭିତରେ ସୁସ୍ଥ ଅଛି। ଶନିବାର ରାତିରେ ଏହା ଏକ ହରିଣକୁ ଶିକାର କରିଥିଲା। ବନ ବିଭାଗ ପକ୍ଷରୁ ଏହାର ଗତିବିଧି ଉପରେ ନିରନ୍ତର ନଜର ରଖାଯାଉଛି। କ୍ୟାମେରା ଟ୍ରାପ ମାଧ୍ୟମରେ ଏହାର ଫଟୋ ଉଠାଯାଇଛି। ସ୍ଥାନୀୟ ଗ୍ରାମବାସୀଙ୍କୁ ସତର୍କ ରହିବାକୁ ପରାମର୍ଶ ଦିଆଯାଇଛି। [560,1361,822,1483]
page-code: 08 [1436,2300,1450,2313]
sign-prediction: ରାଶିରେ ଚିନ୍ତା ବଢ଼ିବ। ଆର୍ଥିକ ଲାଭ ହେବ କିନ୍ତୁ ଖର୍ଚ୍ଚ ମଧ୍ୟ ବଢ଼ିବ। ଗୁରୁଜନଙ୍କ ଆଶୀର୍ବାଦ ପାଇବେ। ଶିକ୍ଷା ଓ ଗବେଷଣା କ୍ଷେତ୍ରରେ ଅଗ୍ରଗତି ହେବ। [1201,1529,1465,1580]
story-body: ମଣିପୁରର ଜିରିବାମ ଜିଲ୍ଲାରେ ଅପହୃତ ହୋଇଥିବା ୬ ଜଣଙ୍କ ମୃତଦେହ ଉଦ୍ଧାର ହେବା ପରେ ରାଜ୍ୟରେ ଉତ୍ତେଜନା ବଢ଼ିଛି। ଇମ୍ଫାଲରେ ବିକ୍ଷୋଭକାରୀମାନେ ମନ୍ତ୍ରୀ ଓ ବିଧାୟକଙ୍କ ଘର ଉପରେ ଆକ୍ରମଣ କରିଛନ୍ତି। ପରିସ୍ଥିତିକୁ ନିୟନ୍ତ୍ରଣ କରିବା ପାଇଁ ସରକାର କର୍ଫ୍ୟୁ ଜାରି କରିଛନ୍ତି ଓ ଇଣ୍ଟରନେଟ ସେବା ବନ୍ଦ କରାଯାଇଛି। କେନ୍ଦ୍ର ସରକାର ଅତିରିକ୍ତ ସୁରକ୍ଷାବଳ ପଠାଇଛନ୍ତି। ମୁଖ୍ୟମନ୍ତ୍ରୀ ଶାନ୍ତି ରକ୍ଷା ପାଇଁ ଲୋକଙ୍କୁ ଅନୁରୋଧ କରିଛନ୍ତି। ଏହି ଘଟଣାକୁ ନେଇ ବିରୋଧୀ ଦଳ ସରକାରଙ୍କୁ ତୀବ୍ର ସମାଲୋଚନା କରିଛନ୍ତି। ସ୍ଥାନୀୟ ସଂଗଠନଗୁଡ଼ିକ ଦୋଷୀଙ୍କ ବିରୋଧରେ କଠୋର କାର୍ଯ୍ୟାନୁଷ୍ଠାନ ଦାବି କରିଛନ୍ତି। ରାଜ୍ୟପାଳ ଉଚ୍ଚସ୍ତରୀୟ ବୈଠକ କରି ପରିସ୍ଥିତିର ସମୀକ୍ଷା କରିଛନ୍ତି। [834,1711,1110,1941]
listing-column-4 [674,108,884,1268]
sign-name: ସିଂହ [1135,888,1197,912]
district-heading: ଖୋର୍ଦ୍ଧା [12,613,80,639]
scorpio-icon: ♏ [1141,1396,1195,1450]
horoscope-header: ଆଜିର ରାଶିଫଳ [1124,120,1520,174]
listing-column-1 [12,108,230,1268]
district-events: ଜିଲ୍ଲାସ୍ତରୀୟ ସଙ୍ଗୀତ ପ୍ରତିଯୋଗିତା, ସ୍ଥାନ: ଫକୀର ମୋହନ ମହାବିଦ୍ୟାଳୟ, ସମୟ: ସକାଳ ୯ଟା। ଶିଶୁ ଉତ୍ସବ, ସ୍ଥାନ: ଜିଲ୍ଲା ଷ୍ଟାଡିୟମ, ସମୟ: ସକାଳ ୮ଟା। [12,729,228,798]
listing-block [12,614,230,697]
district-events: ଜିଲ୍ଲା ସ୍ତରୀୟ ୭୯ତମ ସମବାୟ ସପ୍ତାହ ପାଳନ, ସ୍ଥାନ: ଟାଉନ ହଲ୍, ସମୟ: ପୂର୍ବାହ୍ନ ୧୧ଟା। [674,641,873,692]
story-headline: ପୁଞ୍ଜିନିବେଶକାରୀଙ୍କର ପ୍ରଥମ ... [286,1390,555,1462]
story-headline: ପ୍ରଥମ ଶିକାର କଲା ... [560,1284,794,1355]
sign-name: କୁମ୍ଭ [1135,1848,1197,1872]
sign-prediction: ଆଜି ଅର୍ଥ ଲାଭ ଯୋଗ ରହିଛି। ନିଯୁକ୍ତି କ୍ଷେତ୍ରରେ ନୂଆ ସୁଯୋଗ ମିଳିବ। ଜ୍ୟେଷ୍ଠା ନକ୍ଷତ୍ରର ଲୋକମାନଙ୍କ ପାଇଁ ବିଦେଶ ଯାତ୍ରା ଯୋଗ ରହିଛି। ସଂଗଠନ, କ୍ରୀଡ଼ା ଓ କଳା କ୍ଷେତ୍ରରେ ସମ୍ମାନ ମିଳିବ। [1201,1369,1465,1438]
sign-prediction: ପୁଷ୍ୟ ନକ୍ଷତ୍ରର ଲୋକଙ୍କ ପାଇଁ ଶୁଭ ଦିନ। ପାରିବାରିକ ଜୀବନ ସୁଖମୟ ରହିବ। ସାହିତ୍ୟ, ସାମ୍ବାଦିକତା, ଚିକିତ୍ସା ଓ ଶିକ୍ଷା କ୍ଷେତ୍ରରେ ସଫଳତା ମିଳିବ। ନୂଆ ଯୋଜନା କରିବେ। [1201,729,1465,798]
aquarius-icon: ♒ [1141,1876,1195,1930]
listing-block [456,182,662,335]
column-divider [234,108,235,1268]
story-universities [12,1312,274,2302]
listing-banner: ଆଜି କ'ଣ କେଉଁଠି [238,112,656,172]
listing-block [12,699,230,799]
story-headline: ଭାରତୀୟ ବିଶ୍ୱବିଦ୍ୟାଳୟରେ ... [12,1320,235,1427]
listing-block [12,110,230,457]
from-front-page-tag: ପ୍ରଥମ ପୃଷ୍ଠାରୁ... [12,1276,250,1310]
horoscope-sign [1135,2008,1465,2148]
district-events: କାର୍ତ୍ତିକେଶ୍ୱର ପୂଜା ଉପଲକ୍ଷେ ସାଂସ୍କୃତିକ କାର୍ଯ୍ୟକ୍ରମ, ସ୍ଥାନ: କୋମନା, ସମୟ: ସନ୍ଧ୍ୟା ୭ଟା। ରାଧାକୃଷ୍ଣ ପ୍ରେମ ପ୍ରସ୍ତୁତି, ସ୍ଥାନ: ଖରିଆର, ସମୟ: ରାତି ୮ଟା। [896,638,1108,707]
listing-column-2 [240,180,446,1268]
horoscope-sign [1135,1048,1465,1188]
listing-block [456,337,662,455]
district-events: ଶ୍ରୀ ଜଗନ୍ନାଥ ମହୋତ୍ସବ ଉଦ୍‌ଯାପନ ଦିବସ, ସ୍ଥାନ: ଢେଙ୍କାନାଳ ଗୋପବନ୍ଧୁ ଟାଉନ ହଲ୍, ସମୟ: ସନ୍ଧ୍ୟା ୬ଟା। ସର୍ବଭାରତୀୟ ସମାଜ ସମ୍ମିଳନୀ, ସ୍ଥାନ: ସମାଜ ଭବନ, ସମୟ: ପୂର୍ବାହ୍ନ ୧୦ଟା। [456,368,637,454]
district-events: ସରସ୍ୱତୀ ଶିଶୁ ବିଦ୍ୟାମନ୍ଦିରର ୪୦ତମ ବାର୍ଷିକ କ୍ରୀଡ଼ା ପ୍ରତିଯୋଗିତା, ସ୍ଥାନ: ଗୋପବନ୍ଧୁ ଷ୍ଟାଡିୟମ, ସମୟ: ପୂର୍ବାହ୍ନ ୯ଟା। [240,456,428,524]
astrologer-address: ମଙ୍ଗଳାରଣ୍ୟ ଶାସନ, କାପୁର, ଗଞ୍ଜାମ [1198,200,1386,215]
district-heading: ବରଗଡ଼ [896,300,961,326]
listing-block [12,459,230,612]
sign-prediction: କର୍ମସ୍ଥାନରେ ପରିବର୍ତ୍ତନ ହୋଇପାରେ। ଶ୍ରାବଣା ନକ୍ଷତ୍ରର ଲୋକଙ୍କ ପାଇଁ ଶୁଭ। ସାମାଜିକ କାର୍ଯ୍ୟରେ ଭାଗ ନେବେ। ବ୍ୟବସାୟ, ଶିଳ୍ପ ଓ ପ୍ରଶାସନ କ୍ଷେତ୍ରରେ ଉନ୍ନତି ହେବ। [1201,1689,1465,1758]
sign-prediction: ମଙ୍ଗଳ ଧନ ସ୍ଥାନରେ ଥିବାରୁ ଘର ପରିବେଶରେ ଅଶାନ୍ତି ଦେଖାଦେବ। ସ୍ୱାସ୍ଥ୍ୟ ସମସ୍ୟା ନେଇ ଚିନ୍ତା ରହିବ। ସୂଚନା ପ୍ରଯୁକ୍ତି ବିଦ୍ୟା କ୍ଷେତ୍ରରେ ସଫଳତା ମିଳିବ। ସାଙ୍ଗସାଥୀଙ୍କ ସହଯୋଗ ପାଇବେ। [1201,569,1465,638]
story-headline: ମହାପ୍ରଭୁଙ୍କ ଜମି ... [560,1683,821,1719]
district-heading: କନ୍ଧମାଳ [456,182,540,207]
listing-block [896,300,1108,400]
district-events: ଆଞ୍ଚଳିକ ପରିଷଦର ସୃଜନ ହଲ୍, ସମୟ: ପୂର୍ବାହ୍ନ ୧୧ଟା। [674,109,854,142]
print-registration-marks [700,2318,756,2330]
story-bed-manipur [834,1276,1110,2306]
listing-block [674,611,884,694]
district-heading: ନୟାଗଡ଼ [456,714,528,740]
horoscope-sign [1135,1208,1465,1348]
astrologer-email: Email-pkmahapatro@gmail.com [1191,217,1393,232]
listing-block [674,350,884,609]
sign-name: ମୀନ [1135,2008,1197,2032]
column-divider [890,108,891,1268]
logo-years: 50 [52,24,80,48]
listing-block [674,230,884,348]
libra-icon: ♎ [1141,1236,1195,1290]
horoscope-sign [1135,728,1465,868]
district-events: କେନ୍ଦ୍ରାପଡ଼ା ଭାଗବତ ଟୁଙ୍ଗି ପକ୍ଷରୁ ସ୍ୱାସ୍ଥ୍ୟ ସଚେତନତା କାର୍ଯ୍ୟକ୍ରମ, ସ୍ଥାନ: ପୁରୁଣା ବସଷ୍ଟାଣ୍ଡ, ସମୟ: ସକାଳ ୮ଟା। ବାଲିଆପାଳ ବିଦ୍ୟାଳୟ ପକ୍ଷରୁ ବାର୍ଷିକ ଉତ୍ସବ, ସମୟ: ସନ୍ଧ୍ୟା ୬ଟା। [456,625,649,712]
horoscope-sign [1135,1688,1465,1828]
sign-name: କନ୍ୟା [1135,1048,1197,1072]
district-events: ବିଷ୍ଣୁ ପୁରାଣ ପଠନ, ସ୍ଥାନ: ଗୋଡ଼ଗାଡ଼ା ଶିବ ମନ୍ଦିର, ସମୟ: ସକାଳ ୮ଟା। ଅଖଣ୍ଡ ନାମଯଜ୍ଞ, ସ୍ଥାନ: ଝୁଲୁଣ୍ଡାପାଲି, ସମୟ: ପୂର୍ବାହ୍ନ ୧୦ଟା। ଭାରତୀୟ ରାସ୍ତା ପରିବହନ ସଚେତନତା ଶିବିର, ସ୍ଥାନ: ବିନିକା, ସମୟ: ସକାଳ ୯ଟା। [896,193,1097,297]
masthead-date: ୧୭ ନଭେମ୍ବର, ୨୦୨୪ [170,42,354,66]
district-heading: ସମ୍ବଲପୁର [674,349,773,375]
print-registration-marks [1110,2318,1166,2330]
horoscope-sign [1135,888,1465,1028]
story-headline: ଗୁଳି ବିନିମୟ: ୫ ମାଓବାଦୀ ... [560,1492,745,1564]
listing-block [674,145,884,228]
district-events: ସଇଲ ରାଉରକେଲା ଇସ୍ପାତ କାରଖାନା ପକ୍ଷରୁ ଷ୍ଟାଲ ପ୍ରଦର୍ଶନୀ, ସ୍ଥାନ: ଇସ୍ପାତ ଷ୍ଟାଡିୟମ, ସମୟ: ସକାଳ ୯ଟା। ସମ୍ମିଳିତ ସାଂସ୍କୃତିକ ସନ୍ଧ୍ୟା, ସମୟ: ସନ୍ଧ୍ୟା ୬ଟା। [896,433,1100,502]
listing-block [240,180,446,286]
logo-years-sub: Years [54,46,78,56]
story-investors [286,1276,555,2306]
listing-block [240,288,446,424]
listing-column-3 [456,180,662,1268]
listing-block [896,163,1108,299]
district-heading: କେନ୍ଦୁଝର [240,425,316,451]
listing-column-5 [896,108,1108,1268]
cancer-icon: ♋ [1141,756,1195,810]
column-divider [450,180,451,1268]
listing-block [896,403,1108,503]
district-heading: ମୟୂରଭଞ୍ଜ [240,527,338,553]
column-divider [828,1276,829,2306]
newspaper-logo [18,2,114,66]
story-headline: ମଣିପୁରରେ ୬ ଅପହୃତଙ୍କୁ ... [834,1634,1011,1706]
sign-prediction: ଆଜି କରୁଥିବା ବ୍ୟବସାୟ କ୍ଷେତ୍ରରେ ଲାଭ ମିଳିବା ସମ୍ଭାବନା ରହିଛି। ବିଭିନ୍ନ କ୍ଷେତ୍ରରେ ଅର୍ଥ, ସମ୍ମାନ ଓ ସାମାଜିକ ପ୍ରତିଷ୍ଠା ପ୍ରାପ୍ତ ହେବ। ଅଶ୍ୱିନୀ ନକ୍ଷତ୍ର ଅନ୍ତର୍ଗତ ଲୋକଙ୍କ ପାଇଁ ଶୁଭ ଦିନ। ନୂଆ କାମ ଆରମ୍ଭ କରିପାରିବେ। ସନ୍ତାନ ପକ୍ଷରୁ ସୁଖ ପାଇବେ। [1201,249,1465,354]
listing-block [456,595,662,713]
capricorn-icon: ♑ [1141,1716,1195,1770]
district-heading: ନବରଙ୍ଗପୁର [674,229,790,255]
district-heading: ଭୁବନେଶ୍ୱର [12,110,121,135]
